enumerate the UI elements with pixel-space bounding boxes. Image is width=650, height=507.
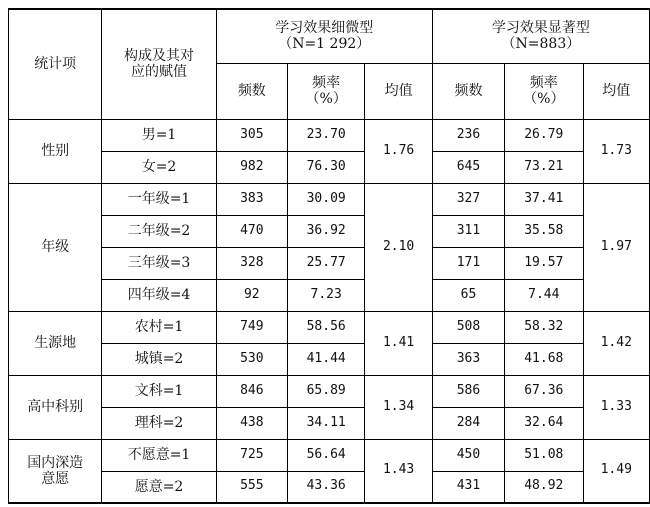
a-mean-cell: 1.34 [365, 375, 432, 439]
table-row [9, 439, 650, 471]
header-b-mean: 均值 [583, 63, 650, 119]
a-mean-cell: 1.41 [365, 311, 432, 375]
group-label [9, 439, 102, 503]
b-freq-cell: 586 [432, 375, 504, 407]
row-label: 三年级=3 [102, 247, 216, 279]
table-row [9, 279, 650, 311]
a-mean-cell: 2.10 [365, 183, 432, 311]
a-rate-cell: 58.56 [287, 311, 364, 343]
row-label: 四年级=4 [102, 279, 216, 311]
row-label: 文科=1 [102, 375, 216, 407]
a-rate-cell: 43.36 [287, 471, 364, 503]
b-rate-cell: 35.58 [505, 215, 583, 247]
group-label: 性别 [9, 119, 102, 183]
table-header [9, 9, 650, 119]
row-label: 二年级=2 [102, 215, 216, 247]
header-composition-line-1: 构成及其对 [124, 48, 195, 65]
statistics-table-container [8, 8, 650, 504]
row-label: 农村=1 [102, 311, 216, 343]
table-row [9, 375, 650, 407]
a-rate-cell: 36.92 [287, 215, 364, 247]
b-rate-cell: 19.57 [505, 247, 583, 279]
a-freq-cell: 92 [216, 279, 287, 311]
a-freq-cell: 305 [216, 119, 287, 151]
header-a-rate [287, 63, 364, 119]
b-rate-cell: 67.36 [505, 375, 583, 407]
a-rate-cell: 34.11 [287, 407, 364, 439]
group-label-line-2: 意愿 [41, 470, 70, 487]
header-group-b-n: （N=883） [501, 36, 581, 53]
header-group-a-title: 学习效果细微型 [275, 20, 374, 37]
a-freq-cell: 749 [216, 311, 287, 343]
row-label: 城镇=2 [102, 343, 216, 375]
statistics-table [8, 8, 650, 504]
a-freq-cell: 725 [216, 439, 287, 471]
b-freq-cell: 508 [432, 311, 504, 343]
b-freq-cell: 431 [432, 471, 504, 503]
header-group-a-n: （N=1 292） [278, 36, 371, 53]
table-row [9, 215, 650, 247]
a-mean-cell: 1.76 [365, 119, 432, 183]
a-rate-cell: 65.89 [287, 375, 364, 407]
group-label: 年级 [9, 183, 102, 311]
group-label: 生源地 [9, 311, 102, 375]
a-rate-cell: 23.70 [287, 119, 364, 151]
table-row [9, 183, 650, 215]
b-freq-cell: 236 [432, 119, 504, 151]
header-composition-line-2: 应的赋值 [131, 64, 188, 81]
table-body [9, 119, 650, 503]
a-freq-cell: 846 [216, 375, 287, 407]
header-a-mean: 均值 [365, 63, 432, 119]
row-label: 理科=2 [102, 407, 216, 439]
a-rate-cell: 56.64 [287, 439, 364, 471]
table-row [9, 119, 650, 151]
header-stat-item: 统计项 [9, 9, 102, 119]
header-a-rate-line-1: 频率 [312, 74, 341, 91]
b-freq-cell: 327 [432, 183, 504, 215]
row-label: 女=2 [102, 151, 216, 183]
b-rate-cell: 48.92 [505, 471, 583, 503]
a-freq-cell: 530 [216, 343, 287, 375]
b-mean-cell: 1.73 [583, 119, 650, 183]
b-mean-cell: 1.97 [583, 183, 650, 311]
b-freq-cell: 284 [432, 407, 504, 439]
a-freq-cell: 982 [216, 151, 287, 183]
group-label: 高中科别 [9, 375, 102, 439]
header-group-b-title: 学习效果显著型 [491, 20, 590, 37]
b-rate-cell: 26.79 [505, 119, 583, 151]
b-rate-cell: 58.32 [505, 311, 583, 343]
header-a-rate-line-2: （%） [305, 91, 347, 107]
b-freq-cell: 311 [432, 215, 504, 247]
group-label-line-1: 国内深造 [27, 454, 84, 471]
a-rate-cell: 76.30 [287, 151, 364, 183]
b-rate-cell: 7.44 [505, 279, 583, 311]
header-b-rate-line-2: （%） [523, 91, 565, 107]
header-b-rate [505, 63, 583, 119]
b-mean-cell: 1.42 [583, 311, 650, 375]
b-rate-cell: 51.08 [505, 439, 583, 471]
b-freq-cell: 171 [432, 247, 504, 279]
a-freq-cell: 555 [216, 471, 287, 503]
row-label: 一年级=1 [102, 183, 216, 215]
table-row [9, 247, 650, 279]
a-rate-cell: 41.44 [287, 343, 364, 375]
table-row [9, 343, 650, 375]
table-row [9, 407, 650, 439]
b-freq-cell: 65 [432, 279, 504, 311]
a-rate-cell: 25.77 [287, 247, 364, 279]
row-label: 男=1 [102, 119, 216, 151]
b-rate-cell: 41.68 [505, 343, 583, 375]
b-mean-cell: 1.49 [583, 439, 650, 503]
a-freq-cell: 328 [216, 247, 287, 279]
b-freq-cell: 450 [432, 439, 504, 471]
header-group-b [432, 9, 649, 63]
a-rate-cell: 7.23 [287, 279, 364, 311]
header-composition [102, 9, 216, 119]
header-b-freq: 频数 [432, 63, 504, 119]
a-mean-cell: 1.43 [365, 439, 432, 503]
table-row [9, 311, 650, 343]
b-freq-cell: 645 [432, 151, 504, 183]
header-b-rate-line-1: 频率 [529, 74, 558, 91]
b-rate-cell: 32.64 [505, 407, 583, 439]
row-label: 愿意=2 [102, 471, 216, 503]
header-group-a [216, 9, 432, 63]
b-rate-cell: 73.21 [505, 151, 583, 183]
table-row [9, 471, 650, 503]
a-rate-cell: 30.09 [287, 183, 364, 215]
a-freq-cell: 383 [216, 183, 287, 215]
b-rate-cell: 37.41 [505, 183, 583, 215]
a-freq-cell: 470 [216, 215, 287, 247]
b-mean-cell: 1.33 [583, 375, 650, 439]
header-a-freq: 频数 [216, 63, 287, 119]
b-freq-cell: 363 [432, 343, 504, 375]
a-freq-cell: 438 [216, 407, 287, 439]
table-row [9, 151, 650, 183]
row-label: 不愿意=1 [102, 439, 216, 471]
